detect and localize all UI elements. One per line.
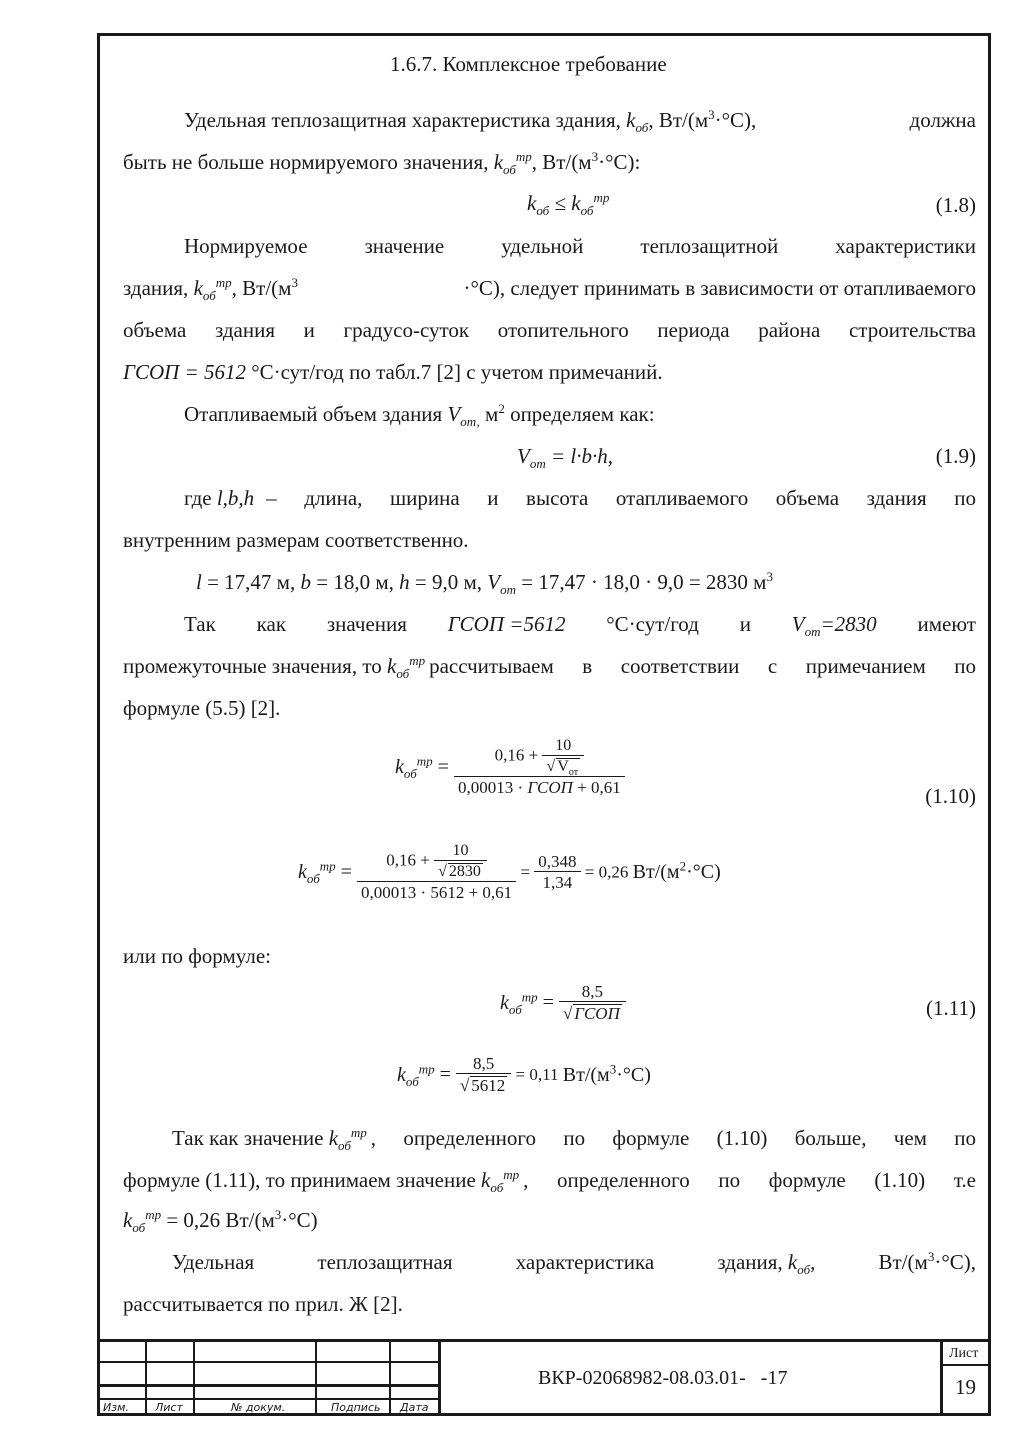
calculation-1-10: $k_{об}^{тр}$ = 0,16 + $\frac{10}{√ 2830}$ 0,00013 · 5612 + 0,61 = $\frac{0,348}{1,34}$ = 0,26 $Вт/(м^2\cdot^\circ С)$ xyxy=(298,842,721,902)
stamp-label-change: Изм. xyxy=(103,1401,129,1414)
equation-number-1-11: (1.11) xyxy=(926,996,976,1020)
stamp-label-signature: Подпись xyxy=(331,1401,381,1414)
p2-line1: Нормируемое значение удельной теплозащитной характеристики xyxy=(184,234,976,258)
p2-line3: объема здания и градусо-суток отопительного периода района строительства xyxy=(123,318,976,342)
calculation-1-11: $k_{об}^{тр}$ = $\frac{8,5}{√ 5612}$ = 0,11 $Вт/(м^3\cdot^\circ С)$ xyxy=(397,1054,651,1095)
equation-1-10-fraction: 0,16 + $\frac{10}{√ V_{от}}$ 0,00013 · ГСОП + 0,61 xyxy=(454,738,625,796)
sheet-number: 19 xyxy=(955,1375,976,1399)
equation-number-1-8: (1.8) xyxy=(935,193,976,217)
stamp-label-doc-number: № докум. xyxy=(231,1401,286,1414)
equation-number-1-9: (1.9) xyxy=(935,444,976,468)
sheet-label: Лист xyxy=(949,1346,979,1361)
p7-line2: рассчитывается по прил. Ж [2]. xyxy=(123,1292,403,1316)
p6-line3: $k_{об}^{тр} = 0,26$ $Вт/(м^3\cdot^\circ С)$ xyxy=(123,1207,318,1236)
equation-1-8: $k_{об} \le k_{об}^{тр}$ xyxy=(527,190,610,219)
p2-line2: здания, $k_{об}^{тр}$, $Вт/(м^3$ ·°С), следует принимать в зависимости от отапливаемого xyxy=(123,275,976,304)
p5-line2: промежуточные значения, то $k_{об}^{тр}$ рассчитываем в соответствии с примечанием по xyxy=(123,653,976,682)
p5-line3: формуле (5.5) [2]. xyxy=(123,696,281,720)
p2-line4: ГСОП = 5612 °С·сут/год по табл.7 [2] с учетом примечаний. xyxy=(123,360,663,384)
p3-line: Отапливаемый объем здания $V_{от,}$ $м^2$ определяем как: xyxy=(184,401,655,430)
p7-line1: Удельная теплозащитная характеристика здания, $k_{об}$, $Вт/(м^3\cdot^\circ С)$, xyxy=(172,1249,976,1278)
p5-line1: Так как значения ГСОП =5612 °С·сут/год и $V_{от}=2830$ имеют xyxy=(184,612,976,640)
p1-line2: быть не больше нормируемого значения, $k_{об}^{тр}$, $Вт/(м^3\cdot^\circ С)$: xyxy=(123,149,641,178)
p4-line2: внутренним размерам соответственно. xyxy=(123,528,469,552)
p1-line1: Удельная теплозащитная характеристика здания, $k_{об}$, $Вт/(м^3\cdot^\circ С)$, должна xyxy=(184,107,976,136)
dimensions-line: l = 17,47 м, b = 18,0 м, h = 9,0 м, $V_{от} = 17,47 \cdot 18,0 \cdot 9,0 = 2830$ $м^3$ xyxy=(196,569,773,598)
p4-line1: где l,b,h – длина, ширина и высота отапливаемого объема здания по xyxy=(184,486,976,510)
stamp-label-sheet: Лист xyxy=(155,1401,183,1414)
section-title: 1.6.7. Комплексное требование xyxy=(390,52,667,76)
p6-line1: Так как значение $k_{об}^{тр}$ , определенного по формуле (1.10) больше, чем по xyxy=(172,1125,976,1154)
title-block xyxy=(97,1339,991,1416)
equation-number-1-10: (1.10) xyxy=(925,784,976,808)
calculation-1-10-fraction: 0,16 + $\frac{10}{√ 2830}$ 0,00013 · 5612 + 0,61 xyxy=(357,843,516,901)
stamp-label-date: Дата xyxy=(400,1401,429,1414)
or-formula-text: или по формуле: xyxy=(123,944,271,968)
equation-1-9: $V_{от} = l\cdot b\cdot h$, xyxy=(517,444,613,472)
equation-1-11: $k_{об}^{тр}$ = $\frac{8,5}{\text{√ ГСОП}}$ xyxy=(500,983,626,1022)
equation-1-10: $k_{об}^{тр}$ = 0,16 + $\frac{10}{√ V_{от}}$ 0,00013 · ГСОП + 0,61 xyxy=(395,738,625,796)
p6-line2: формуле (1.11), то принимаем значение $k_{об}^{тр}$ , определенного по формуле (1.10) т.е xyxy=(123,1167,976,1196)
document-code: ВКР-02068982-08.03.01- -17 xyxy=(538,1367,788,1389)
